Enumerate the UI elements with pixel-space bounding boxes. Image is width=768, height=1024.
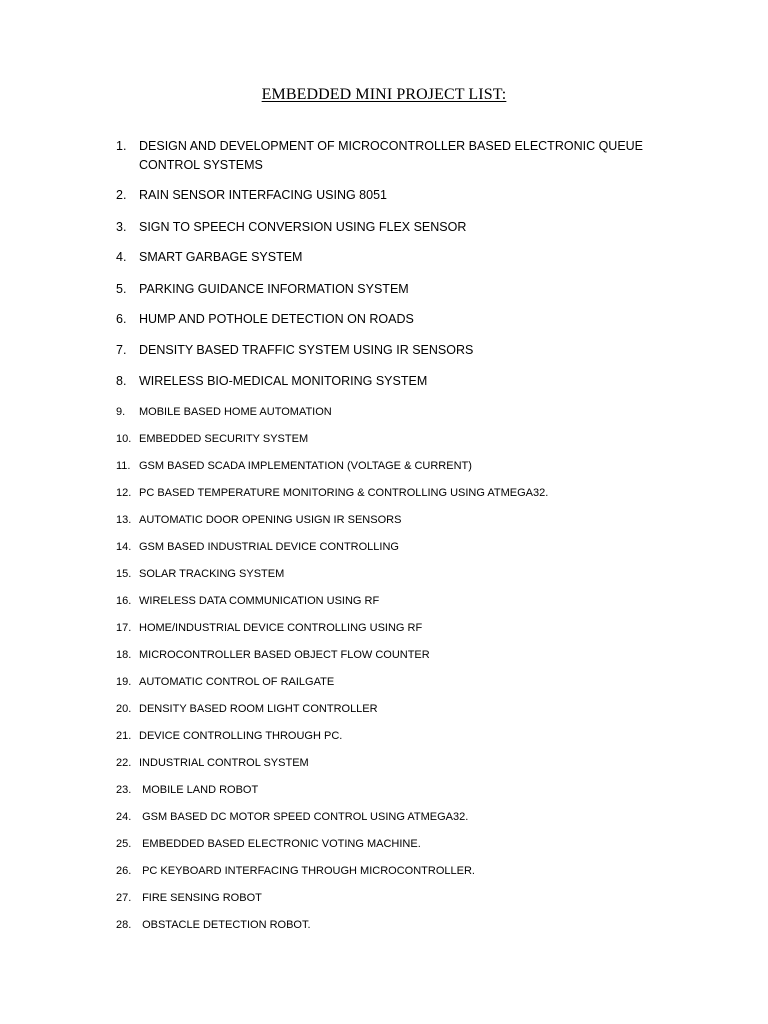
item-text: SOLAR TRACKING SYSTEM (139, 568, 285, 580)
list-item (116, 673, 676, 692)
item-number: 20. (116, 703, 132, 715)
list-item (116, 457, 676, 476)
list-item (116, 137, 676, 175)
item-number: 24. (116, 811, 132, 823)
list-item (116, 646, 676, 665)
list-item (116, 430, 676, 449)
list-item (116, 538, 676, 557)
item-text: PC KEYBOARD INTERFACING THROUGH MICROCONTROLLER. (139, 865, 475, 877)
item-text: HUMP AND POTHOLE DETECTION ON ROADS (139, 312, 414, 326)
list-item (116, 916, 676, 935)
list-item (116, 484, 676, 503)
item-text: PARKING GUIDANCE INFORMATION SYSTEM (139, 282, 409, 296)
item-number: 21. (116, 730, 132, 742)
item-number: 12. (116, 487, 132, 499)
list-item (116, 727, 676, 746)
item-text: MOBILE BASED HOME AUTOMATION (139, 406, 332, 418)
item-text: GSM BASED INDUSTRIAL DEVICE CONTROLLING (139, 541, 399, 553)
list-item (116, 619, 676, 638)
item-text: EMBEDDED SECURITY SYSTEM (139, 433, 309, 445)
item-number: 18. (116, 649, 132, 661)
item-number: 11. (116, 460, 131, 472)
item-number: 5. (116, 282, 127, 296)
item-number: 17. (116, 622, 132, 634)
item-text: WIRELESS BIO-MEDICAL MONITORING SYSTEM (139, 374, 428, 388)
item-text: GSM BASED SCADA IMPLEMENTATION (VOLTAGE & CURRENT) (139, 460, 472, 472)
list-item (116, 372, 676, 391)
list-item (116, 186, 676, 205)
list-item (116, 341, 676, 360)
list-item (116, 781, 676, 800)
item-text: PC BASED TEMPERATURE MONITORING & CONTROLLING USING ATMEGA32. (139, 487, 549, 499)
item-text: MOBILE LAND ROBOT (139, 784, 259, 796)
item-number: 10. (116, 433, 132, 445)
list-item (116, 889, 676, 908)
item-text: DENSITY BASED TRAFFIC SYSTEM USING IR SENSORS (139, 343, 474, 357)
item-number: 27. (116, 892, 132, 904)
item-number: 2. (116, 188, 127, 202)
item-number: 4. (116, 250, 127, 264)
item-text: WIRELESS DATA COMMUNICATION USING RF (139, 595, 380, 607)
item-number: 6. (116, 312, 127, 326)
list-item (116, 310, 676, 329)
item-text: INDUSTRIAL CONTROL SYSTEM (139, 757, 309, 769)
item-text: OBSTACLE DETECTION ROBOT. (139, 919, 311, 931)
list-item (116, 218, 676, 237)
list-item (116, 862, 676, 881)
item-text: DESIGN AND DEVELOPMENT OF MICROCONTROLLER BASED ELECTRONIC QUEUE CONTROL SYSTEMS (139, 139, 647, 172)
item-number: 26. (116, 865, 132, 877)
item-number: 3. (116, 220, 127, 234)
item-text: FIRE SENSING ROBOT (139, 892, 262, 904)
item-number: 8. (116, 374, 127, 388)
item-text: SIGN TO SPEECH CONVERSION USING FLEX SENSOR (139, 220, 467, 234)
item-number: 14. (116, 541, 132, 553)
item-text: SMART GARBAGE SYSTEM (139, 250, 303, 264)
item-number: 7. (116, 343, 127, 357)
item-text: DENSITY BASED ROOM LIGHT CONTROLLER (139, 703, 378, 715)
list-item (116, 280, 676, 299)
item-text: RAIN SENSOR INTERFACING USING 8051 (139, 188, 387, 202)
item-text: AUTOMATIC CONTROL OF RAILGATE (139, 676, 335, 688)
list-item (116, 592, 676, 611)
item-text: EMBEDDED BASED ELECTRONIC VOTING MACHINE. (139, 838, 421, 850)
item-number: 13. (116, 514, 132, 526)
list-item (116, 511, 676, 530)
list-item (116, 835, 676, 854)
list-item (116, 754, 676, 773)
item-text: HOME/INDUSTRIAL DEVICE CONTROLLING USING RF (139, 622, 423, 634)
item-number: 15. (116, 568, 132, 580)
item-number: 19. (116, 676, 132, 688)
item-number: 1. (116, 139, 127, 153)
item-number: 9. (116, 406, 126, 418)
item-text: AUTOMATIC DOOR OPENING USIGN IR SENSORS (139, 514, 402, 526)
item-text: GSM BASED DC MOTOR SPEED CONTROL USING ATMEGA32. (139, 811, 469, 823)
list-item (116, 700, 676, 719)
item-number: 25. (116, 838, 132, 850)
item-text: DEVICE CONTROLLING THROUGH PC. (139, 730, 343, 742)
item-number: 16. (116, 595, 132, 607)
list-item (116, 403, 676, 422)
item-number: 23. (116, 784, 132, 796)
list-item (116, 565, 676, 584)
page-title: EMBEDDED MINI PROJECT LIST: (261, 86, 507, 103)
item-number: 22. (116, 757, 132, 769)
list-item (116, 808, 676, 827)
item-text: MICROCONTROLLER BASED OBJECT FLOW COUNTER (139, 649, 430, 661)
list-item (116, 248, 676, 267)
item-number: 28. (116, 919, 132, 931)
